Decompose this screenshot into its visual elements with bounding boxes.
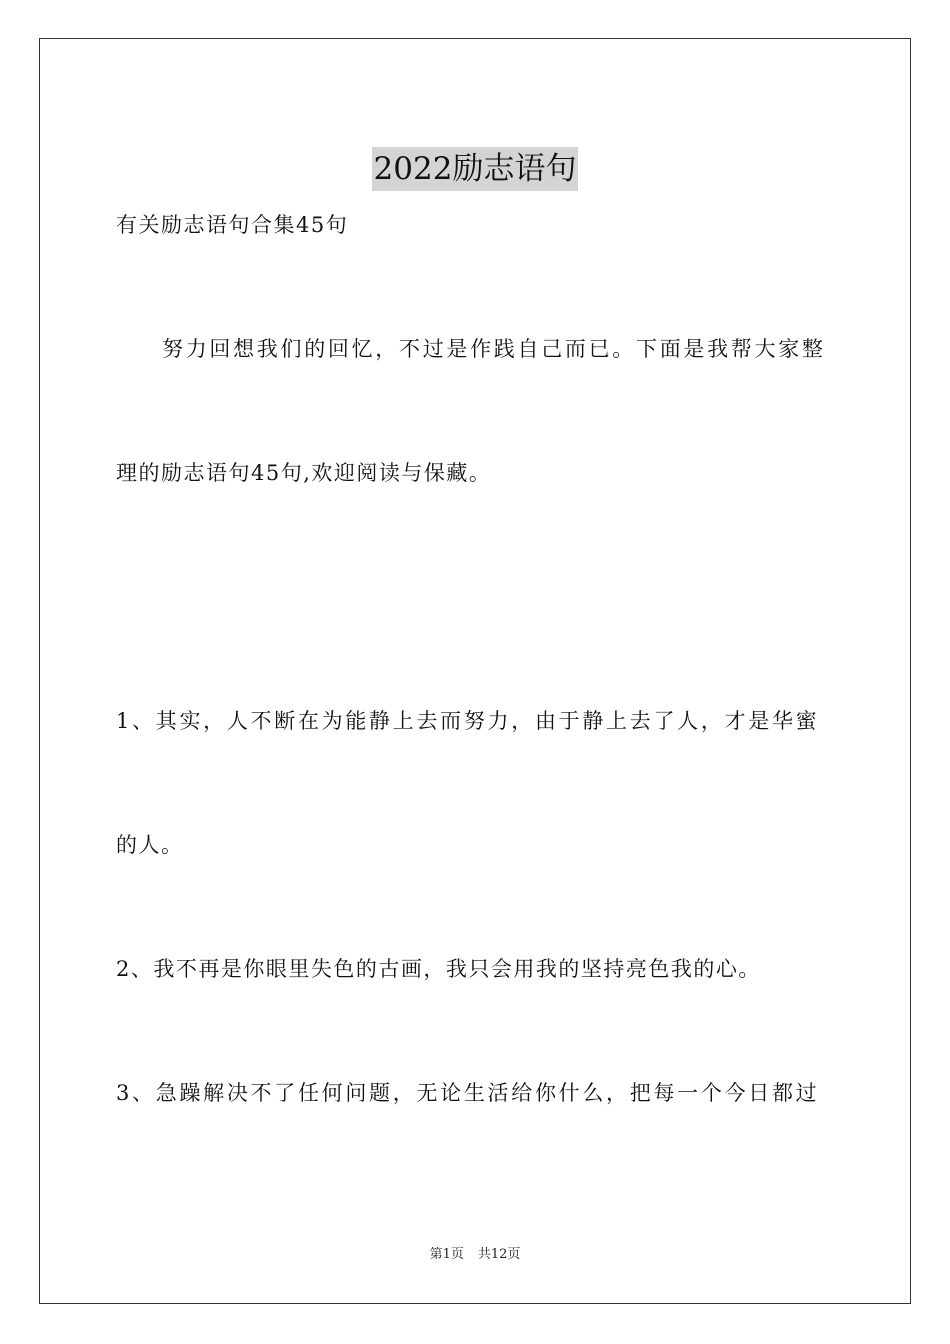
- page-number: 第1页: [429, 1247, 464, 1262]
- document-subtitle: 有关励志语句合集45句: [116, 213, 349, 237]
- title-container: [0, 126, 950, 212]
- item-3-line-1: 3、急躁解决不了任何问题，无论生活给你什么，把每一个今日都过: [116, 1081, 820, 1105]
- item-1-line-1: 1、其实，人不断在为能静上去而努力，由于静上去了人，才是华蜜: [116, 709, 820, 733]
- page-total: 共12页: [477, 1247, 521, 1262]
- document-title: 2022励志语句: [372, 147, 579, 191]
- item-1-line-2: 的人。: [116, 833, 184, 857]
- item-2-line-1: 2、我不再是你眼里失色的古画，我只会用我的坚持亮色我的心。: [116, 957, 761, 981]
- intro-line-1: 努力回想我们的回忆，不过是作践自己而已。下面是我帮大家整: [162, 337, 826, 361]
- intro-line-2: 理的励志语句45句,欢迎阅读与保藏。: [116, 461, 492, 485]
- page-footer: [0, 1246, 950, 1264]
